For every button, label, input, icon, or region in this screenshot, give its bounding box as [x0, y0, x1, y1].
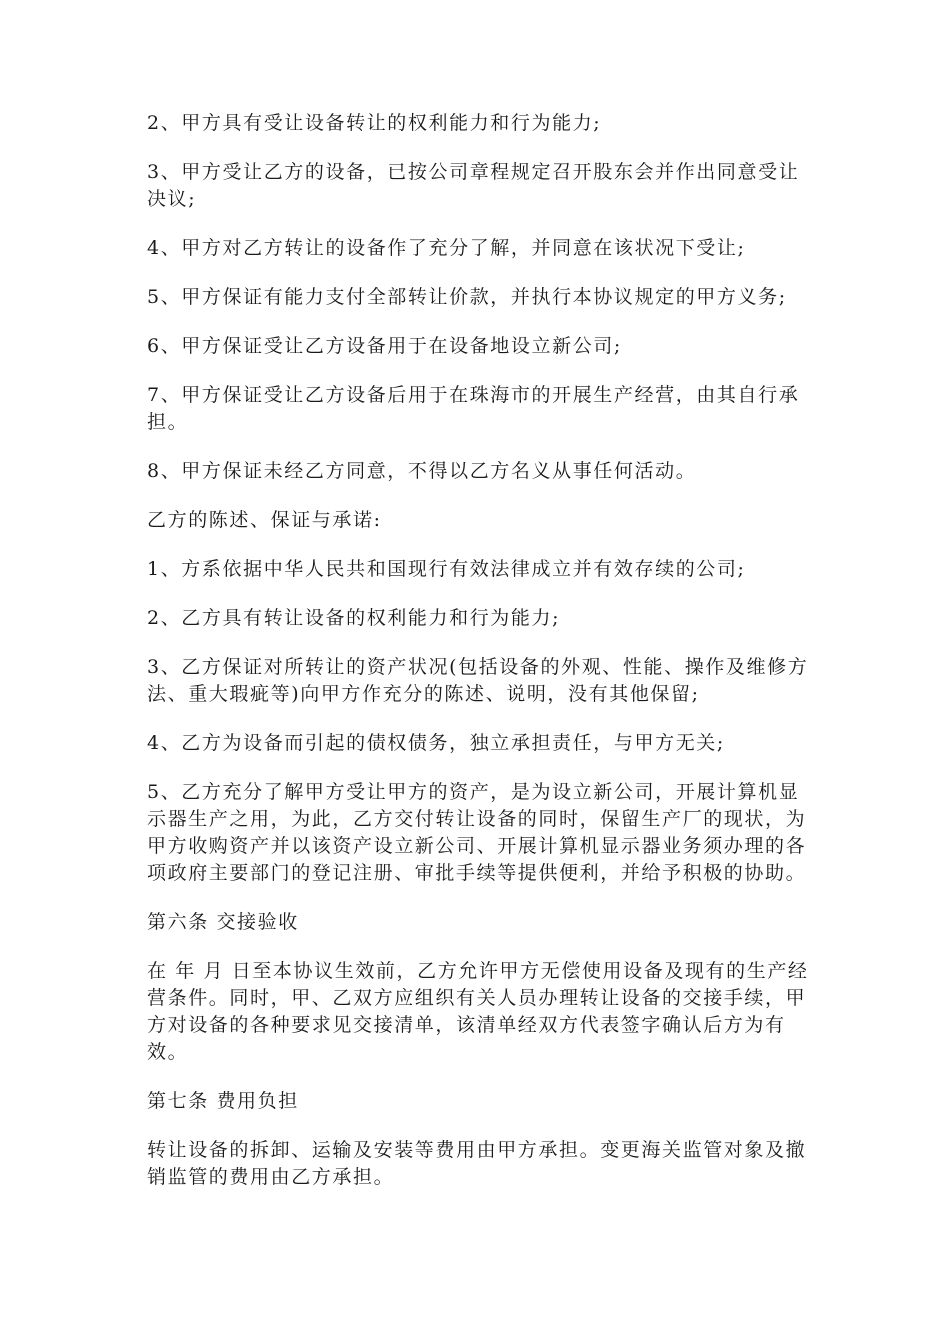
paragraph-party-a-item-4: 4、甲方对乙方转让的设备作了充分了解，并同意在该状况下受让; [147, 237, 746, 259]
paragraph-party-b-item-5: 5、乙方充分了解甲方受让甲方的资产，是为设立新公司，开展计算机显示器生产之用，为此，乙方交付转让设备的同时，保留生产厂的现状，为甲方收购资产并以该资产设立新公司、开展计算机显示器业务须办理的各项政府主要部门的登记注册、审批手续等提供便利，并给予积极的协助。 [147, 781, 807, 884]
paragraph-party-b-item-2: 2、乙方具有转让设备的权利能力和行为能力; [147, 607, 561, 629]
paragraph-party-a-item-2: 2、甲方具有受让设备转让的权利能力和行为能力; [147, 112, 602, 134]
document-body [147, 110, 817, 1213]
paragraph-party-a-item-6: 6、甲方保证受让乙方设备用于在设备地设立新公司; [147, 335, 622, 357]
section-heading-party-b: 乙方的陈述、保证与承诺: [147, 509, 382, 531]
article-6-body: 在 年 月 日至本协议生效前，乙方允许甲方无偿使用设备及现有的生产经营条件。同时，甲、乙双方应组织有关人员办理转让设备的交接手续，甲方对设备的各种要求见交接清单，该清单经双方代表签字确认后方为有效。 [147, 960, 809, 1063]
paragraph-party-b-item-4: 4、乙方为设备而引起的债权债务，独立承担责任，与甲方无关; [147, 732, 725, 754]
paragraph-party-b-item-3: 3、乙方保证对所转让的资产状况(包括设备的外观、性能、操作及维修方法、重大瑕疵等)向甲方作充分的陈述、说明，没有其他保留; [147, 656, 809, 705]
article-7-heading: 第七条 费用负担 [147, 1090, 299, 1112]
paragraph-party-a-item-7: 7、甲方保证受让乙方设备后用于在珠海市的开展生产经营，由其自行承担。 [147, 384, 800, 433]
article-7-body: 转让设备的拆卸、运输及安装等费用由甲方承担。变更海关监管对象及撤销监管的费用由乙方承担。 [147, 1139, 807, 1188]
paragraph-party-a-item-5: 5、甲方保证有能力支付全部转让价款，并执行本协议规定的甲方义务; [147, 286, 787, 308]
paragraph-party-a-item-3: 3、甲方受让乙方的设备，已按公司章程规定召开股东会并作出同意受让决议; [147, 161, 800, 210]
paragraph-party-a-item-8: 8、甲方保证未经乙方同意，不得以乙方名义从事任何活动。 [147, 460, 697, 482]
article-6-heading: 第六条 交接验收 [147, 911, 299, 933]
paragraph-party-b-item-1: 1、方系依据中华人民共和国现行有效法律成立并有效存续的公司; [147, 558, 746, 580]
